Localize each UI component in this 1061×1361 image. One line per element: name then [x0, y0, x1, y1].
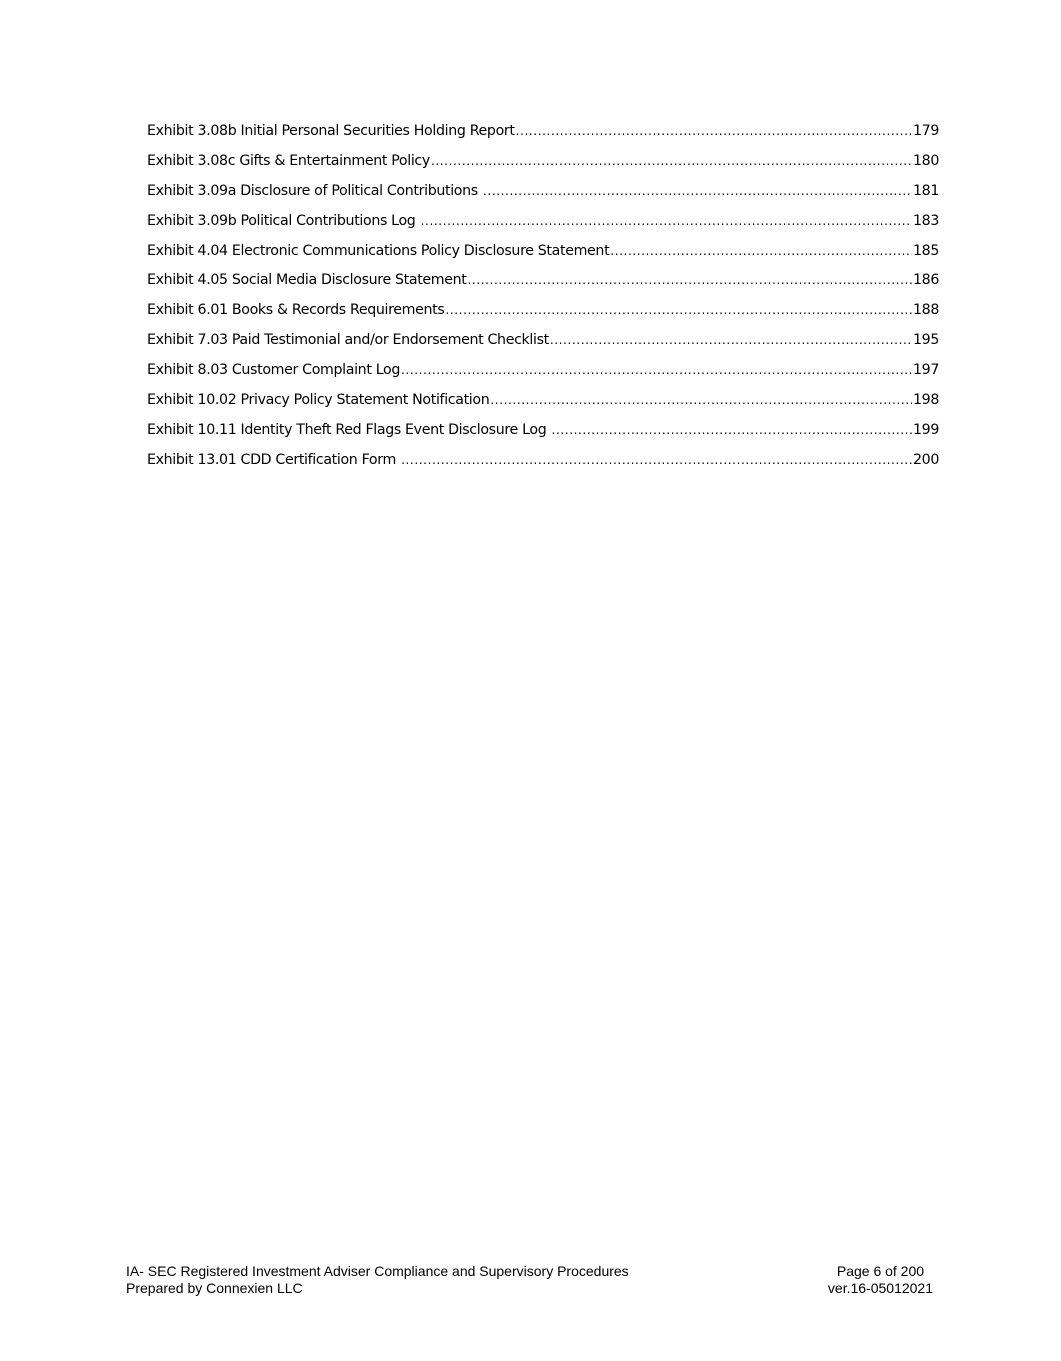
toc-entry-page: 195 — [912, 332, 939, 349]
toc-entry[interactable] — [147, 211, 939, 241]
toc-entry[interactable] — [147, 181, 939, 211]
toc-entry[interactable] — [147, 151, 939, 181]
toc-entry[interactable] — [147, 360, 939, 390]
toc-entry-title: Exhibit 4.04 Electronic Communications Policy Disclosure Statement — [147, 242, 610, 259]
toc-dot-leader — [431, 151, 912, 171]
footer-version: ver.16-05012021 — [827, 1279, 933, 1296]
toc-dot-leader — [401, 360, 912, 380]
footer-left — [126, 1263, 629, 1296]
footer-document-title: IA- SEC Registered Investment Adviser Compliance and Supervisory Procedures — [126, 1263, 629, 1279]
toc-entry-page: 197 — [912, 362, 939, 379]
toc-entry-page: 180 — [912, 152, 939, 169]
toc-dot-leader — [490, 390, 912, 410]
toc-entry[interactable] — [147, 241, 939, 271]
toc-entry[interactable] — [147, 420, 939, 450]
table-of-contents — [147, 121, 939, 480]
toc-entry[interactable] — [147, 270, 939, 300]
toc-entry[interactable] — [147, 121, 939, 151]
footer-right — [828, 1263, 933, 1296]
toc-dot-leader — [610, 241, 912, 261]
toc-entry-page: 185 — [912, 242, 939, 259]
toc-dot-leader — [516, 121, 912, 141]
toc-entry-page: 199 — [912, 421, 939, 438]
toc-entry-page: 183 — [912, 212, 939, 229]
toc-entry[interactable] — [147, 300, 939, 330]
toc-entry[interactable] — [147, 450, 939, 480]
toc-entry-title: Exhibit 7.03 Paid Testimonial and/or Endorsement Checklist — [147, 332, 549, 349]
toc-entry-page: 188 — [912, 302, 939, 319]
toc-entry-title: Exhibit 3.08b Initial Personal Securities Holding Report — [147, 123, 515, 139]
toc-dot-leader — [552, 420, 912, 440]
toc-entry-title: Exhibit 3.09a Disclosure of Political Contributions — [147, 182, 482, 199]
footer-prepared-by: Prepared by Connexien LLC — [126, 1279, 303, 1296]
toc-entry-page: 198 — [912, 392, 939, 409]
toc-entry-title: Exhibit 13.01 CDD Certification Form — [147, 451, 401, 468]
toc-dot-leader — [468, 270, 912, 290]
toc-entry-title: Exhibit 10.11 Identity Theft Red Flags Event Disclosure Log — [147, 421, 551, 438]
toc-entry-title: Exhibit 3.09b Political Contributions Log — [147, 212, 420, 229]
toc-dot-leader — [421, 211, 912, 231]
toc-entry-page: 200 — [912, 451, 939, 468]
toc-dot-leader — [401, 450, 912, 470]
toc-entry-title: Exhibit 6.01 Books & Records Requirements — [147, 302, 445, 319]
toc-entry-title: Exhibit 8.03 Customer Complaint Log — [147, 362, 400, 379]
toc-dot-leader — [483, 181, 912, 201]
toc-entry-page: 181 — [912, 182, 939, 199]
toc-dot-leader — [445, 300, 912, 320]
toc-entry-title: Exhibit 10.02 Privacy Policy Statement Notification — [147, 392, 490, 409]
toc-dot-leader — [550, 330, 912, 350]
toc-entry-page: 179 — [912, 123, 939, 139]
toc-entry[interactable] — [147, 390, 939, 420]
toc-entry-page: 186 — [912, 272, 939, 289]
toc-entry-title: Exhibit 3.08c Gifts & Entertainment Policy — [147, 152, 430, 169]
footer-page-number: Page 6 of 200 — [836, 1263, 925, 1279]
toc-entry-title: Exhibit 4.05 Social Media Disclosure Statement — [147, 272, 467, 289]
toc-entry[interactable] — [147, 330, 939, 360]
